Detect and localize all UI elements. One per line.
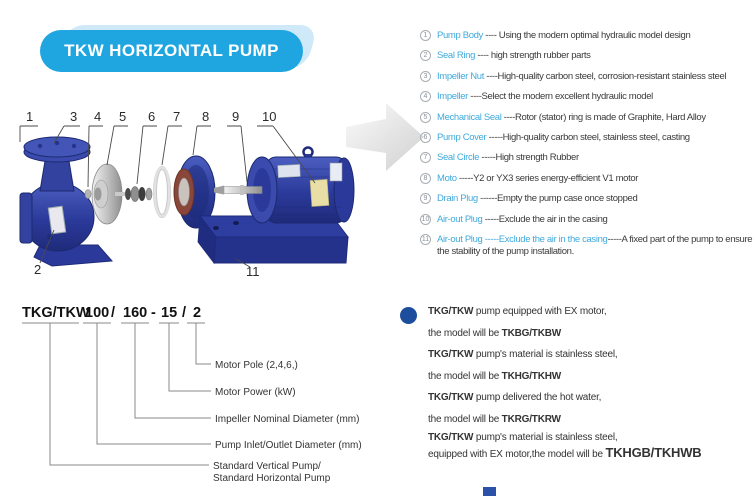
model-series: TKG/TKW bbox=[22, 305, 90, 321]
model-code-segments bbox=[22, 305, 201, 321]
part-number: 7 bbox=[173, 109, 181, 124]
model-code-breakdown bbox=[15, 300, 385, 492]
svg-text:-: - bbox=[151, 305, 156, 321]
part-number-badge: 1 bbox=[420, 30, 431, 41]
part-description: -----A fixed part of the pump to ensure the stability of the pump installation. bbox=[437, 233, 753, 257]
part-number-badge: 9 bbox=[420, 193, 431, 204]
variant-line: TKG/TKW pump's material is stainless steel, bbox=[428, 349, 618, 360]
part-description: -----Y2 or YX3 series energy-efficient V1 motor bbox=[456, 172, 639, 184]
part-number: 2 bbox=[34, 262, 42, 277]
seal-circle-figure bbox=[154, 167, 171, 218]
part-description: ---- high strength rubber parts bbox=[475, 50, 591, 62]
part-number-badge: 2 bbox=[420, 50, 431, 61]
model-inlet: 100 bbox=[85, 305, 110, 321]
shaft-stub bbox=[115, 192, 125, 196]
part-name: Impeller Nut bbox=[437, 70, 485, 82]
variant-notes bbox=[400, 305, 750, 461]
model-code-connectors bbox=[22, 323, 211, 465]
model-pole: 2 bbox=[193, 305, 202, 321]
part-number-badge: 4 bbox=[420, 91, 431, 102]
parts-list-item bbox=[420, 112, 754, 124]
parts-list-item bbox=[420, 71, 754, 83]
part-description: -----High strength Rubber bbox=[479, 152, 579, 164]
motor-sticker bbox=[330, 163, 342, 181]
footer-logo-mark bbox=[483, 487, 496, 496]
right-arrow-icon bbox=[344, 95, 428, 187]
mechanical-seal-figure bbox=[125, 187, 152, 202]
variant-line: equipped with EX motor,the model will be TKHGB/TKHWB bbox=[428, 445, 702, 460]
part-name: Air-out Plug bbox=[437, 213, 483, 225]
bullet-circle-icon bbox=[400, 307, 417, 324]
label-impeller-diameter: Impeller Nominal Diameter (mm) bbox=[215, 414, 360, 425]
motor-plate-small bbox=[278, 164, 301, 177]
part-number-badge: 10 bbox=[421, 215, 430, 223]
part-description: ----Rotor (stator) ring is made of Graphite, Hard Alloy bbox=[501, 111, 706, 123]
variant-line: the model will be TKHG/TKHW bbox=[428, 371, 561, 382]
part-name: Seal Circle bbox=[437, 152, 480, 164]
nameplate bbox=[48, 206, 65, 234]
part-name: Impeller bbox=[437, 91, 468, 103]
part-number: 11 bbox=[246, 264, 260, 279]
part-name: Pump Cover bbox=[437, 131, 487, 143]
parts-list-item bbox=[420, 132, 754, 144]
impeller-nut-figure bbox=[85, 190, 91, 199]
variant-line: the model will be TKRG/TKRW bbox=[428, 414, 561, 425]
model-code-labels bbox=[213, 360, 362, 484]
variant-line: the model will be TKBG/TKBW bbox=[428, 328, 561, 339]
part-description: ----High-quality carbon steel, corrosion-resistant stainless steel bbox=[484, 70, 727, 82]
base-front bbox=[214, 237, 348, 263]
svg-text:/: / bbox=[182, 305, 187, 321]
motor-plate-yellow bbox=[310, 179, 329, 206]
variant-line: TKG/TKW pump delivered the hot water, bbox=[428, 392, 602, 403]
part-number-badge: 6 bbox=[420, 132, 431, 143]
parts-list-item bbox=[420, 50, 754, 62]
variant-line: TKG/TKW pump's material is stainless steel, bbox=[428, 432, 618, 443]
part-number-badge: 5 bbox=[420, 112, 431, 123]
parts-list-item bbox=[420, 234, 754, 258]
parts-list bbox=[420, 30, 754, 266]
part-number: 5 bbox=[119, 109, 127, 124]
part-number-badge: 11 bbox=[421, 235, 430, 243]
parts-list-item bbox=[420, 152, 754, 164]
part-name: Air-out Plug bbox=[437, 233, 483, 245]
parts-list-item bbox=[420, 30, 754, 42]
part-number-badge: 8 bbox=[420, 173, 431, 184]
svg-text:/: / bbox=[111, 305, 116, 321]
part-name: Pump Body bbox=[437, 30, 483, 41]
part-number-badge: 7 bbox=[420, 152, 431, 163]
part-number: 9 bbox=[232, 109, 240, 124]
part-number: 6 bbox=[148, 109, 156, 124]
part-name: Seal Ring bbox=[437, 50, 476, 62]
part-number: 10 bbox=[262, 109, 277, 124]
parts-list-item bbox=[420, 193, 754, 205]
part-name: Moto bbox=[437, 172, 457, 184]
label-standard-horizontal: Standard Horizontal Pump bbox=[213, 473, 331, 484]
parts-list-item bbox=[420, 214, 754, 226]
label-motor-power: Motor Power (kW) bbox=[215, 387, 296, 398]
part-description: ------Empty the pump case once stopped bbox=[477, 193, 638, 205]
variant-lines bbox=[428, 305, 750, 461]
part-number: 3 bbox=[70, 109, 78, 124]
model-power: 15 bbox=[161, 305, 178, 321]
label-motor-pole: Motor Pole (2,4,6,) bbox=[215, 360, 298, 371]
parts-list-item bbox=[420, 173, 754, 185]
part-number: 1 bbox=[26, 109, 34, 124]
part-description: ----Select the modern excellent hydraulic model bbox=[468, 91, 653, 103]
variant-line: TKG/TKW pump equipped with EX motor, bbox=[428, 306, 607, 317]
parts-list-item bbox=[420, 91, 754, 103]
part-description: ---- Using the modern optimal hydraulic model design bbox=[482, 30, 691, 41]
page-title-banner bbox=[40, 30, 303, 72]
part-desc-highlight: -----Exclude the air in the casing bbox=[482, 233, 608, 245]
label-standard-vertical: Standard Vertical Pump/ bbox=[213, 461, 321, 472]
part-description: -----High-quality carbon steel, stainless steel, casting bbox=[486, 131, 690, 143]
model-impeller: 160 bbox=[123, 305, 148, 321]
part-name: Drain Plug bbox=[437, 193, 478, 205]
part-number-badge: 3 bbox=[420, 71, 431, 82]
part-name: Mechanical Seal bbox=[437, 111, 502, 123]
label-inlet-outlet-diameter: Pump Inlet/Outlet Diameter (mm) bbox=[215, 440, 362, 451]
part-description: -----Exclude the air in the casing bbox=[482, 213, 608, 225]
part-number: 8 bbox=[202, 109, 210, 124]
page-title: TKW HORIZONTAL PUMP bbox=[64, 41, 279, 60]
motor-figure bbox=[198, 148, 354, 264]
part-number: 4 bbox=[94, 109, 102, 124]
